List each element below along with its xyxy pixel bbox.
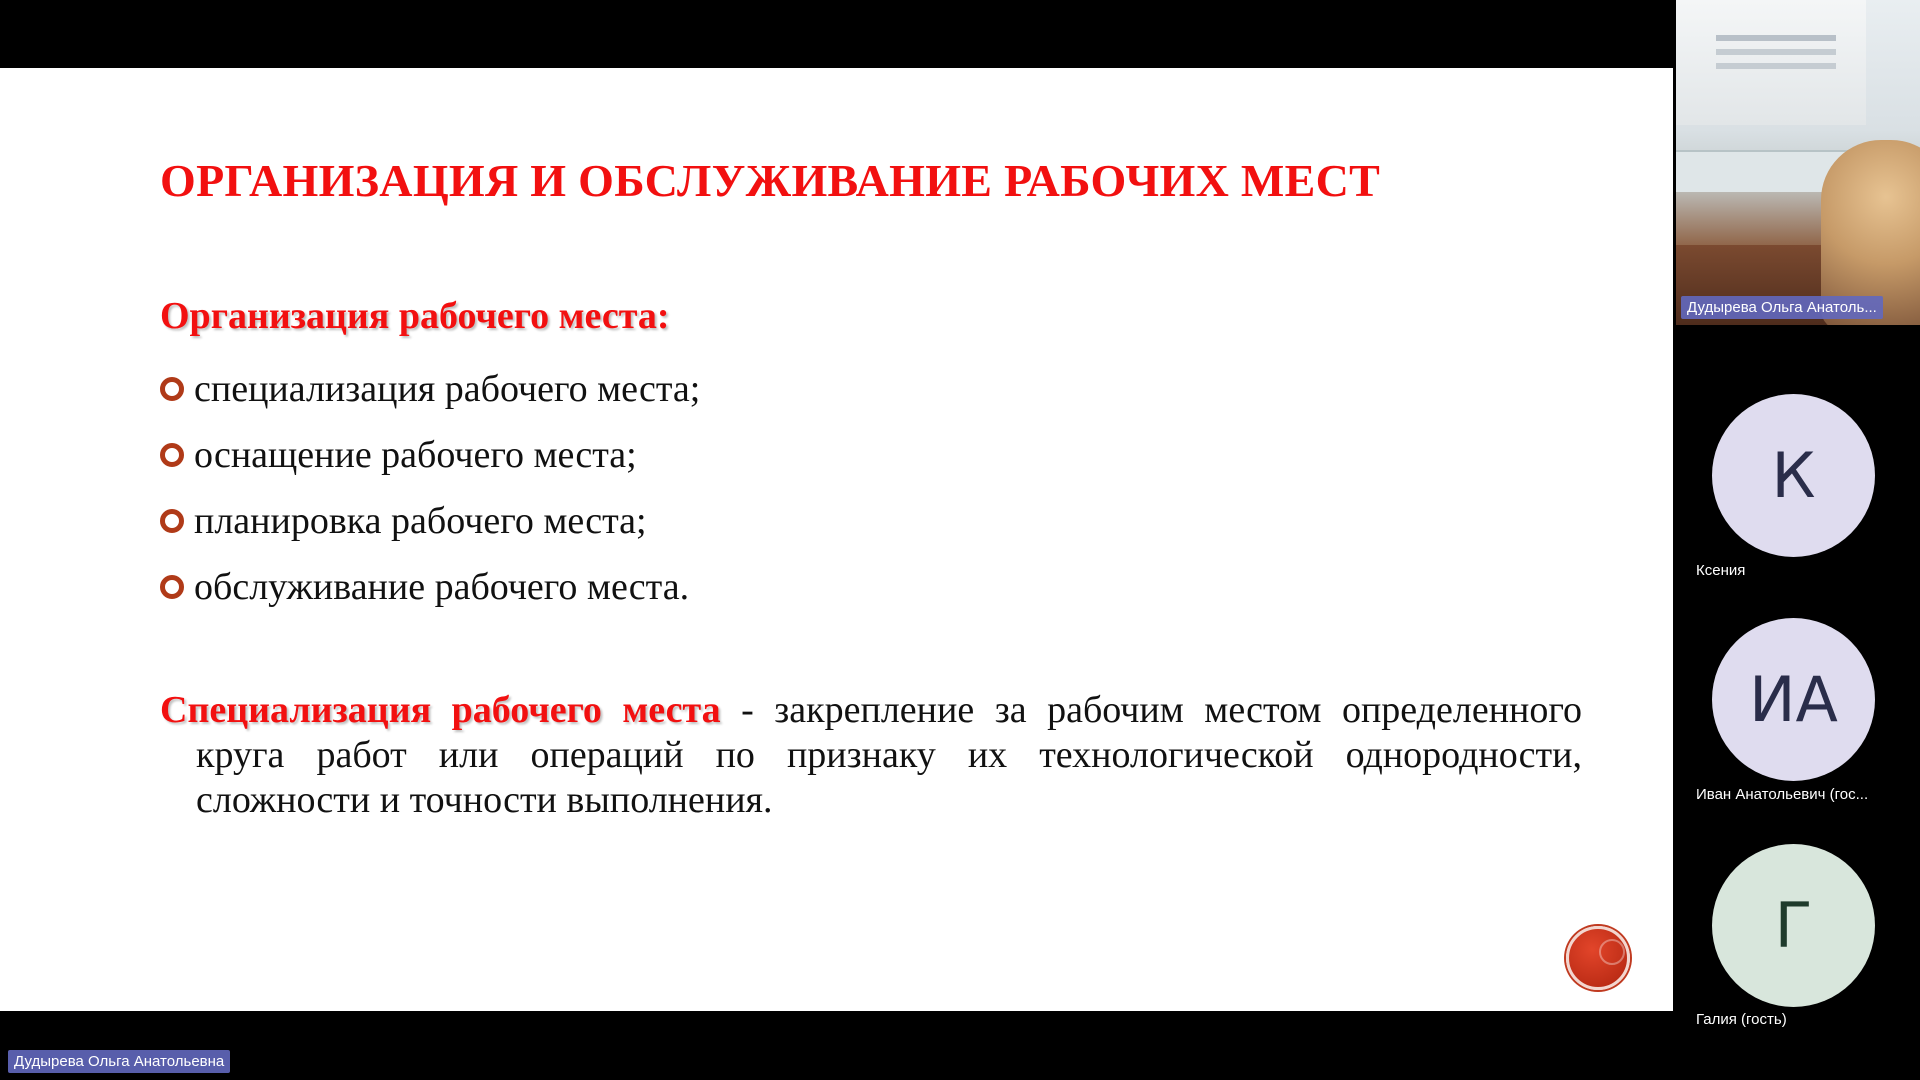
definition-paragraph bbox=[160, 688, 1582, 823]
ring-bullet-icon bbox=[160, 377, 184, 401]
participant-avatar[interactable]: К bbox=[1712, 394, 1875, 557]
bullet-item: оснащение рабочего места; bbox=[160, 422, 700, 488]
participant-name: Иван Анатольевич (гос... bbox=[1696, 786, 1869, 803]
ring-bullet-icon bbox=[160, 509, 184, 533]
presenter-name-tag: Дудырева Ольга Анатольевна bbox=[8, 1050, 230, 1073]
bullet-item: обслуживание рабочего места. bbox=[160, 554, 700, 620]
participant-name: Ксения bbox=[1696, 562, 1746, 579]
presenter-video-tile[interactable] bbox=[1676, 0, 1920, 325]
participant-avatar[interactable]: Г bbox=[1712, 844, 1875, 1007]
slide-nav-button[interactable] bbox=[1566, 926, 1630, 990]
ring-bullet-icon bbox=[160, 575, 184, 599]
definition-text: - закрепление за рабочим местом определенного круга работ или операций по признаку их технологической однородности, сложности и точности выполнения. bbox=[196, 689, 1582, 821]
section-heading: Организация рабочего места: bbox=[160, 295, 670, 337]
ring-bullet-icon bbox=[160, 443, 184, 467]
participant-avatar[interactable]: ИА bbox=[1712, 618, 1875, 781]
video-projector-screen bbox=[1676, 0, 1866, 125]
slide-title: ОРГАНИЗАЦИЯ И ОБСЛУЖИВАНИЕ РАБОЧИХ МЕСТ bbox=[160, 155, 1381, 206]
video-name-tag: Дудырева Ольга Анатоль... bbox=[1681, 296, 1883, 319]
participant-name: Галия (гость) bbox=[1696, 1011, 1787, 1028]
shared-slide bbox=[0, 68, 1673, 1011]
definition-term: Специализация рабочего места bbox=[160, 689, 721, 731]
bullet-item: специализация рабочего места; bbox=[160, 356, 700, 422]
bullet-list bbox=[160, 356, 700, 620]
bullet-item: планировка рабочего места; bbox=[160, 488, 700, 554]
